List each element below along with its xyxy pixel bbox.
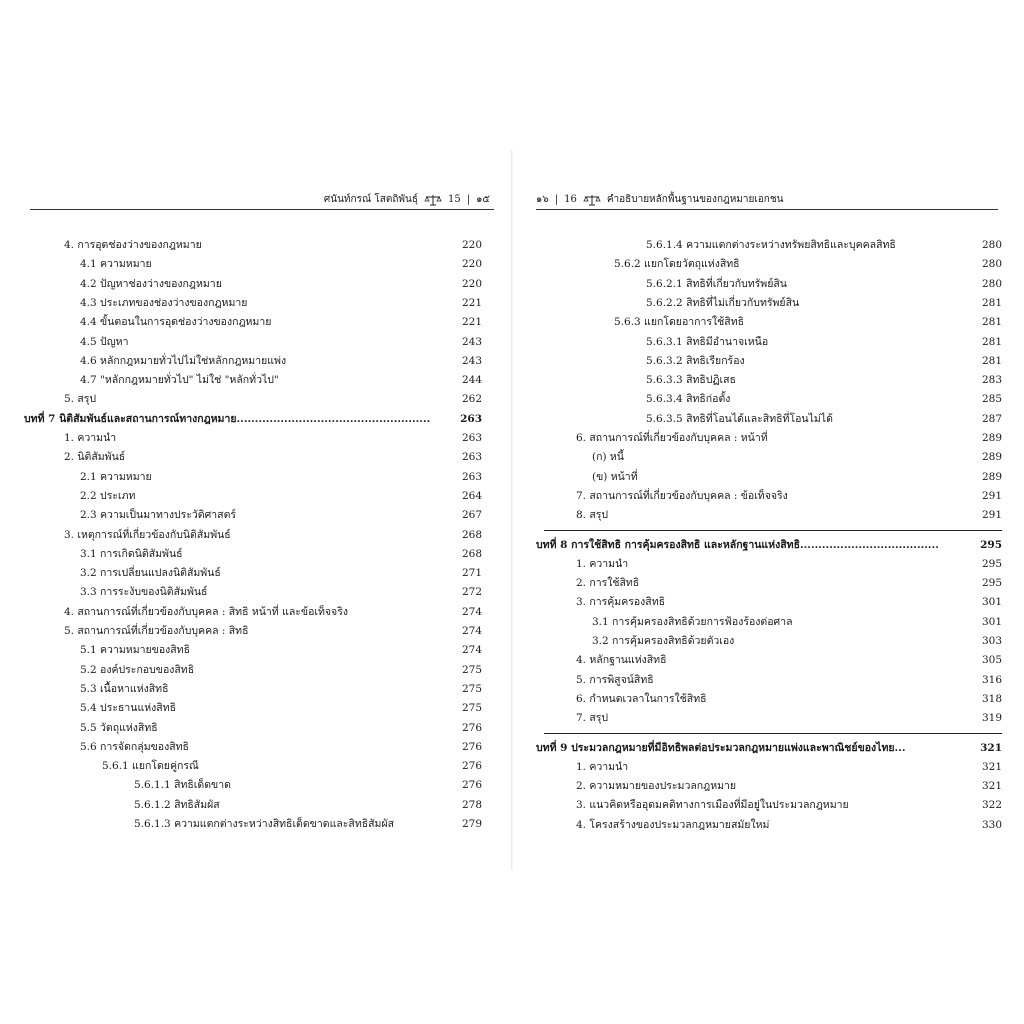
toc-entry-label: 4. หลักฐานแห่งสิทธิ bbox=[576, 654, 667, 667]
toc-entry-label: 5.1 ความหมายของสิทธิ bbox=[80, 644, 191, 657]
toc-entry-page: 318 bbox=[981, 692, 1002, 705]
toc-entry-page: 263 bbox=[461, 451, 482, 464]
toc-entry-page: 280 bbox=[981, 239, 1002, 251]
toc-entry-page: 271 bbox=[461, 567, 482, 580]
toc-entry-page: 221 bbox=[461, 296, 482, 309]
toc-entry-label: 2.3 ความเป็นมาทางประวัติศาสตร์ bbox=[80, 509, 237, 522]
toc-entry-page: 295 bbox=[981, 557, 1002, 570]
header-divider: | bbox=[554, 194, 559, 205]
toc-entry-label: 5.6.2.2 สิทธิที่ไม่เกี่ยวกับทรัพย์สิน bbox=[646, 296, 800, 309]
toc-entry[interactable] bbox=[32, 236, 482, 255]
toc-entry-label: 7. สถานการณ์ที่เกี่ยวข้องกับบุคคล : ข้อเท็จจริง bbox=[576, 489, 788, 502]
toc-entry-page: 280 bbox=[981, 258, 1002, 271]
toc-entry[interactable] bbox=[544, 555, 1002, 574]
header-rule bbox=[536, 209, 998, 210]
toc-entry-label: 5.6.3.1 สิทธิมีอำนาจเหนือ bbox=[646, 335, 769, 348]
toc-entry-label: 5.6.1.2 สิทธิสัมผัส bbox=[134, 798, 220, 811]
toc-entry-page: 291 bbox=[981, 489, 1002, 502]
toc-entry-label: 4.2 ปัญหาช่องว่างของกฎหมาย bbox=[80, 277, 222, 290]
toc-entry[interactable] bbox=[544, 758, 1002, 777]
toc-entry-label: 5.6.3.3 สิทธิปฏิเสธ bbox=[646, 374, 736, 387]
toc-entry-page: 267 bbox=[461, 509, 482, 522]
page-number-arabic: 16 bbox=[564, 194, 577, 205]
toc-entry[interactable] bbox=[32, 815, 482, 834]
toc-entry-label: (ข) หน้าที่ bbox=[592, 470, 638, 483]
toc-entry-label: 1. ความนำ bbox=[576, 760, 629, 773]
toc-entry[interactable] bbox=[544, 468, 1002, 487]
toc-entry-page: 281 bbox=[981, 335, 1002, 348]
toc-entry[interactable] bbox=[32, 390, 482, 409]
toc-entry[interactable] bbox=[32, 680, 482, 699]
toc-entry[interactable] bbox=[32, 352, 482, 371]
toc-entry-label: บทที่ 7 นิติสัมพันธ์และสถานการณ์ทางกฎหมาย..................................................... bbox=[24, 412, 431, 425]
toc-entry[interactable] bbox=[32, 429, 482, 448]
toc-entry-label: 5.5 วัตถุแห่งสิทธิ bbox=[80, 721, 158, 734]
toc-entry-page: 283 bbox=[981, 374, 1002, 387]
toc-entry-label: 4.1 ความหมาย bbox=[80, 258, 152, 271]
page-number-arabic: 15 bbox=[447, 194, 461, 205]
toc-entry-label: บทที่ 9 ประมวลกฎหมายที่มีอิทธิพลต่อประมวลกฎหมายแพ่งและพาณิชย์ของไทย... bbox=[536, 741, 906, 754]
toc-entry[interactable] bbox=[32, 564, 482, 583]
toc-entry-label: 2. นิติสัมพันธ์ bbox=[64, 451, 126, 464]
toc-entry-page: 281 bbox=[981, 296, 1002, 309]
toc-entry[interactable] bbox=[544, 294, 1002, 313]
toc-entry-label: 5.6.1.1 สิทธิเด็ดขาด bbox=[134, 779, 231, 792]
toc-entry-page: 275 bbox=[461, 682, 482, 695]
toc-entry-page: 274 bbox=[461, 644, 482, 657]
toc-entry-page: 289 bbox=[981, 470, 1002, 483]
toc-entry[interactable] bbox=[544, 796, 1002, 815]
toc-entry[interactable] bbox=[32, 661, 482, 680]
toc-entry-label: 3. เหตุการณ์ที่เกี่ยวข้องกับนิติสัมพันธ์ bbox=[64, 528, 231, 541]
right-running-header bbox=[536, 192, 783, 207]
toc-entry[interactable] bbox=[32, 255, 482, 274]
toc-entry-label: 1. ความนำ bbox=[64, 432, 117, 444]
toc-entry-page: 221 bbox=[461, 316, 482, 329]
toc-entry[interactable] bbox=[32, 757, 482, 776]
toc-entry-label: 5. สถานการณ์ที่เกี่ยวข้องกับบุคคล : สิทธิ bbox=[64, 625, 249, 637]
page-number-thai: ๑๕ bbox=[476, 194, 490, 205]
author-name: ศนันท์กรณ์ โสตถิพันธุ์ bbox=[323, 194, 418, 205]
right-page bbox=[512, 0, 1024, 1024]
toc-chapter-entry[interactable] bbox=[536, 536, 1002, 555]
toc-entry[interactable] bbox=[544, 777, 1002, 796]
chapter-separator bbox=[544, 733, 1002, 734]
toc-entry-page: 274 bbox=[461, 625, 482, 637]
toc-entry-page: 295 bbox=[981, 577, 1002, 590]
toc-entry-page: 285 bbox=[981, 393, 1002, 406]
book-title: คำอธิบายหลักพื้นฐานของกฎหมายเอกชน bbox=[606, 194, 784, 205]
toc-entry-page: 264 bbox=[461, 489, 482, 502]
scales-of-justice-icon bbox=[424, 194, 442, 206]
toc-entry[interactable] bbox=[544, 671, 1002, 690]
toc-entry-label: 5.6.2.1 สิทธิที่เกี่ยวกับทรัพย์สิน bbox=[646, 277, 787, 290]
toc-entry-label: 2.2 ประเภท bbox=[80, 489, 136, 502]
toc-entry-page: 291 bbox=[981, 509, 1002, 522]
toc-entry[interactable] bbox=[544, 690, 1002, 709]
toc-entry[interactable] bbox=[32, 622, 482, 641]
toc-entry-label: 5.6.1 แยกโดยคู่กรณี bbox=[102, 760, 199, 773]
toc-entry[interactable] bbox=[544, 390, 1002, 409]
toc-entry[interactable] bbox=[544, 371, 1002, 390]
toc-entry-label: 3.1 การคุ้มครองสิทธิด้วยการฟ้องร้องต่อศาล bbox=[592, 615, 793, 628]
toc-entry-label: 4.4 ขั้นตอนในการอุดช่องว่างของกฎหมาย bbox=[80, 316, 272, 329]
toc-entry-page: 281 bbox=[981, 354, 1002, 367]
toc-entry[interactable] bbox=[32, 448, 482, 467]
toc-chapter-entry[interactable] bbox=[24, 410, 482, 429]
toc-entry[interactable] bbox=[544, 352, 1002, 371]
header-divider: | bbox=[466, 194, 471, 205]
toc-entry-label: 3.2 การเปลี่ยนแปลงนิติสัมพันธ์ bbox=[80, 567, 221, 580]
toc-entry[interactable] bbox=[544, 506, 1002, 525]
toc-entry[interactable] bbox=[544, 236, 1002, 255]
toc-entry-page: 305 bbox=[981, 654, 1002, 667]
toc-entry-page: 279 bbox=[461, 818, 482, 830]
toc-entry-page: 263 bbox=[460, 412, 482, 425]
toc-entry-label: 4. โครงสร้างของประมวลกฎหมายสมัยใหม่ bbox=[576, 818, 770, 831]
toc-chapter-entry[interactable] bbox=[536, 739, 1002, 758]
toc-entry-page: 278 bbox=[461, 798, 482, 811]
toc-entry-label: 2.1 ความหมาย bbox=[80, 470, 152, 483]
toc-entry-label: 3.3 การระงับของนิติสัมพันธ์ bbox=[80, 586, 208, 599]
toc-entry[interactable] bbox=[32, 506, 482, 525]
toc-entry-page: 321 bbox=[980, 741, 1002, 754]
toc-entry-label: 5.6.2 แยกโดยวัตถุแห่งสิทธิ bbox=[614, 258, 740, 271]
toc-entry[interactable] bbox=[32, 313, 482, 332]
toc-entry-page: 268 bbox=[461, 528, 482, 541]
toc-entry[interactable] bbox=[544, 487, 1002, 506]
toc-entry-page: 321 bbox=[981, 760, 1002, 773]
toc-entry-label: 5.2 องค์ประกอบของสิทธิ bbox=[80, 663, 195, 676]
toc-entry[interactable] bbox=[544, 429, 1002, 448]
toc-entry-page: 243 bbox=[461, 354, 482, 367]
toc-entry[interactable] bbox=[32, 371, 482, 390]
toc-entry-label: 4.7 "หลักกฎหมายทั่วไป" ไม่ใช่ "หลักทั่วไป" bbox=[80, 374, 279, 387]
toc-entry-label: 5.6.1.4 ความแตกต่างระหว่างทรัพยสิทธิและบุคคลสิทธิ bbox=[646, 239, 896, 251]
toc-entry-label: 4.6 หลักกฎหมายทั่วไปไม่ใช่หลักกฎหมายแพ่ง bbox=[80, 354, 287, 367]
chapter-separator bbox=[544, 530, 1002, 531]
toc-entry-label: 5.6.1.3 ความแตกต่างระหว่างสิทธิเด็ดขาดและสิทธิสัมผัส bbox=[134, 818, 395, 830]
toc-entry-page: 321 bbox=[981, 780, 1002, 793]
toc-entry-label: 5. การพิสูจน์สิทธิ bbox=[576, 673, 654, 686]
toc-entry-label: 4. สถานการณ์ที่เกี่ยวข้องกับบุคคล : สิทธิ หน้าที่ และข้อเท็จจริง bbox=[64, 605, 348, 618]
toc-entry-page: 220 bbox=[461, 258, 482, 271]
toc-entry[interactable] bbox=[544, 275, 1002, 294]
header-rule bbox=[30, 209, 494, 210]
toc-entry-page: 220 bbox=[461, 277, 482, 290]
toc-entry[interactable] bbox=[544, 632, 1002, 651]
toc-entry-page: 319 bbox=[981, 712, 1002, 725]
toc-entry-label: 3. แนวคิดหรืออุดมคติทางการเมืองที่มีอยู่ในประมวลกฎหมาย bbox=[576, 799, 849, 812]
toc-entry-page: 303 bbox=[981, 635, 1002, 647]
toc-entry-label: 5.3 เนื้อหาแห่งสิทธิ bbox=[80, 682, 169, 695]
toc-entry[interactable] bbox=[32, 583, 482, 602]
toc-entry-page: 276 bbox=[461, 721, 482, 734]
toc-entry-page: 263 bbox=[461, 432, 482, 444]
toc-entry-label: 7. สรุป bbox=[576, 712, 609, 725]
toc-entry-label: 3.1 การเกิดนิติสัมพันธ์ bbox=[80, 547, 183, 560]
toc-entry-page: 289 bbox=[981, 451, 1002, 464]
toc-entry-page: 276 bbox=[461, 760, 482, 773]
toc-entry[interactable] bbox=[544, 574, 1002, 593]
toc-entry-page: 289 bbox=[981, 432, 1002, 444]
toc-entry[interactable] bbox=[544, 448, 1002, 467]
toc-entry-label: 5.4 ประธานแห่งสิทธิ bbox=[80, 702, 177, 715]
toc-entry[interactable] bbox=[32, 776, 482, 795]
toc-entry-page: 281 bbox=[981, 316, 1002, 329]
toc-entry-page: 263 bbox=[461, 470, 482, 483]
toc-entry-page: 295 bbox=[980, 538, 1002, 551]
toc-entry-label: 4.3 ประเภทของช่องว่างของกฎหมาย bbox=[80, 296, 248, 309]
toc-entry[interactable] bbox=[32, 333, 482, 352]
toc-entry[interactable] bbox=[32, 468, 482, 487]
toc-entry[interactable] bbox=[544, 313, 1002, 332]
toc-entry[interactable] bbox=[544, 593, 1002, 612]
toc-entry-page: 275 bbox=[461, 663, 482, 676]
toc-entry[interactable] bbox=[544, 613, 1002, 632]
scales-of-justice-icon bbox=[583, 194, 601, 206]
toc-entry-page: 330 bbox=[981, 818, 1002, 831]
toc-entry[interactable] bbox=[32, 275, 482, 294]
toc-entry-label: 3. การคุ้มครองสิทธิ bbox=[576, 596, 666, 609]
toc-entry[interactable] bbox=[32, 294, 482, 313]
toc-entry-label: 5. สรุป bbox=[64, 393, 97, 406]
toc-entry[interactable] bbox=[544, 255, 1002, 274]
toc-entry-page: 272 bbox=[461, 586, 482, 599]
left-running-header bbox=[324, 192, 490, 207]
toc-entry-page: 243 bbox=[461, 335, 482, 348]
toc-entry-label: 4. การอุดช่องว่างของกฎหมาย bbox=[64, 239, 202, 251]
toc-entry-page: 244 bbox=[461, 374, 482, 387]
toc-entry-label: บทที่ 8 การใช้สิทธิ การคุ้มครองสิทธิ และหลักฐานแห่งสิทธิ...................................... bbox=[536, 538, 939, 551]
toc-entry[interactable] bbox=[32, 641, 482, 660]
toc-entry-label: 5.6 การจัดกลุ่มของสิทธิ bbox=[80, 740, 189, 753]
toc-entry-page: 274 bbox=[461, 605, 482, 618]
toc-entry[interactable] bbox=[32, 545, 482, 564]
toc-entry[interactable] bbox=[544, 816, 1002, 835]
toc-entry-page: 287 bbox=[981, 412, 1002, 425]
toc-entry-label: 5.6.3.4 สิทธิก่อตั้ง bbox=[646, 393, 731, 406]
toc-entry[interactable] bbox=[544, 410, 1002, 429]
toc-entry[interactable] bbox=[544, 709, 1002, 728]
toc-entry[interactable] bbox=[544, 333, 1002, 352]
toc-entry-page: 301 bbox=[981, 615, 1002, 628]
toc-entry-page: 268 bbox=[461, 547, 482, 560]
toc-entry-label: (ก) หนี้ bbox=[592, 451, 624, 464]
toc-entry-label: 5.6.3 แยกโดยอาการใช้สิทธิ bbox=[614, 316, 745, 329]
toc-entry[interactable] bbox=[32, 487, 482, 506]
toc-entry-page: 280 bbox=[981, 277, 1002, 290]
toc-entry[interactable] bbox=[32, 738, 482, 757]
toc-entry-label: 4.5 ปัญหา bbox=[80, 335, 129, 348]
toc-entry-page: 276 bbox=[461, 740, 482, 753]
toc-entry-label: 2. การใช้สิทธิ bbox=[576, 577, 640, 590]
toc-entry-page: 262 bbox=[461, 393, 482, 406]
toc-entry-label: 8. สรุป bbox=[576, 509, 609, 522]
toc-entry-label: 5.6.3.2 สิทธิเรียกร้อง bbox=[646, 354, 745, 367]
toc-entry-page: 276 bbox=[461, 779, 482, 792]
toc-entry-page: 275 bbox=[461, 702, 482, 715]
toc-entry-label: 3.2 การคุ้มครองสิทธิด้วยตัวเอง bbox=[592, 635, 735, 647]
page-number-thai: ๑๖ bbox=[536, 194, 549, 205]
toc-entry-label: 6. สถานการณ์ที่เกี่ยวข้องกับบุคคล : หน้าที่ bbox=[576, 432, 768, 444]
toc-entry[interactable] bbox=[32, 699, 482, 718]
toc-entry-label: 1. ความนำ bbox=[576, 557, 629, 570]
toc-entry[interactable] bbox=[32, 796, 482, 815]
toc-entry-page: 301 bbox=[981, 596, 1002, 609]
toc-entry-page: 220 bbox=[461, 239, 482, 251]
toc-entry-label: 2. ความหมายของประมวลกฎหมาย bbox=[576, 780, 737, 793]
toc-entry-page: 322 bbox=[981, 799, 1002, 812]
toc-entry-page: 316 bbox=[981, 673, 1002, 686]
toc-entry-label: 5.6.3.5 สิทธิที่โอนได้และสิทธิที่โอนไม่ได้ bbox=[646, 412, 833, 425]
toc-entry[interactable] bbox=[32, 719, 482, 738]
toc-entry[interactable] bbox=[32, 526, 482, 545]
toc-entry[interactable] bbox=[32, 603, 482, 622]
toc-entry[interactable] bbox=[544, 651, 1002, 670]
toc-entry-label: 6. กำหนดเวลาในการใช้สิทธิ bbox=[576, 692, 707, 705]
